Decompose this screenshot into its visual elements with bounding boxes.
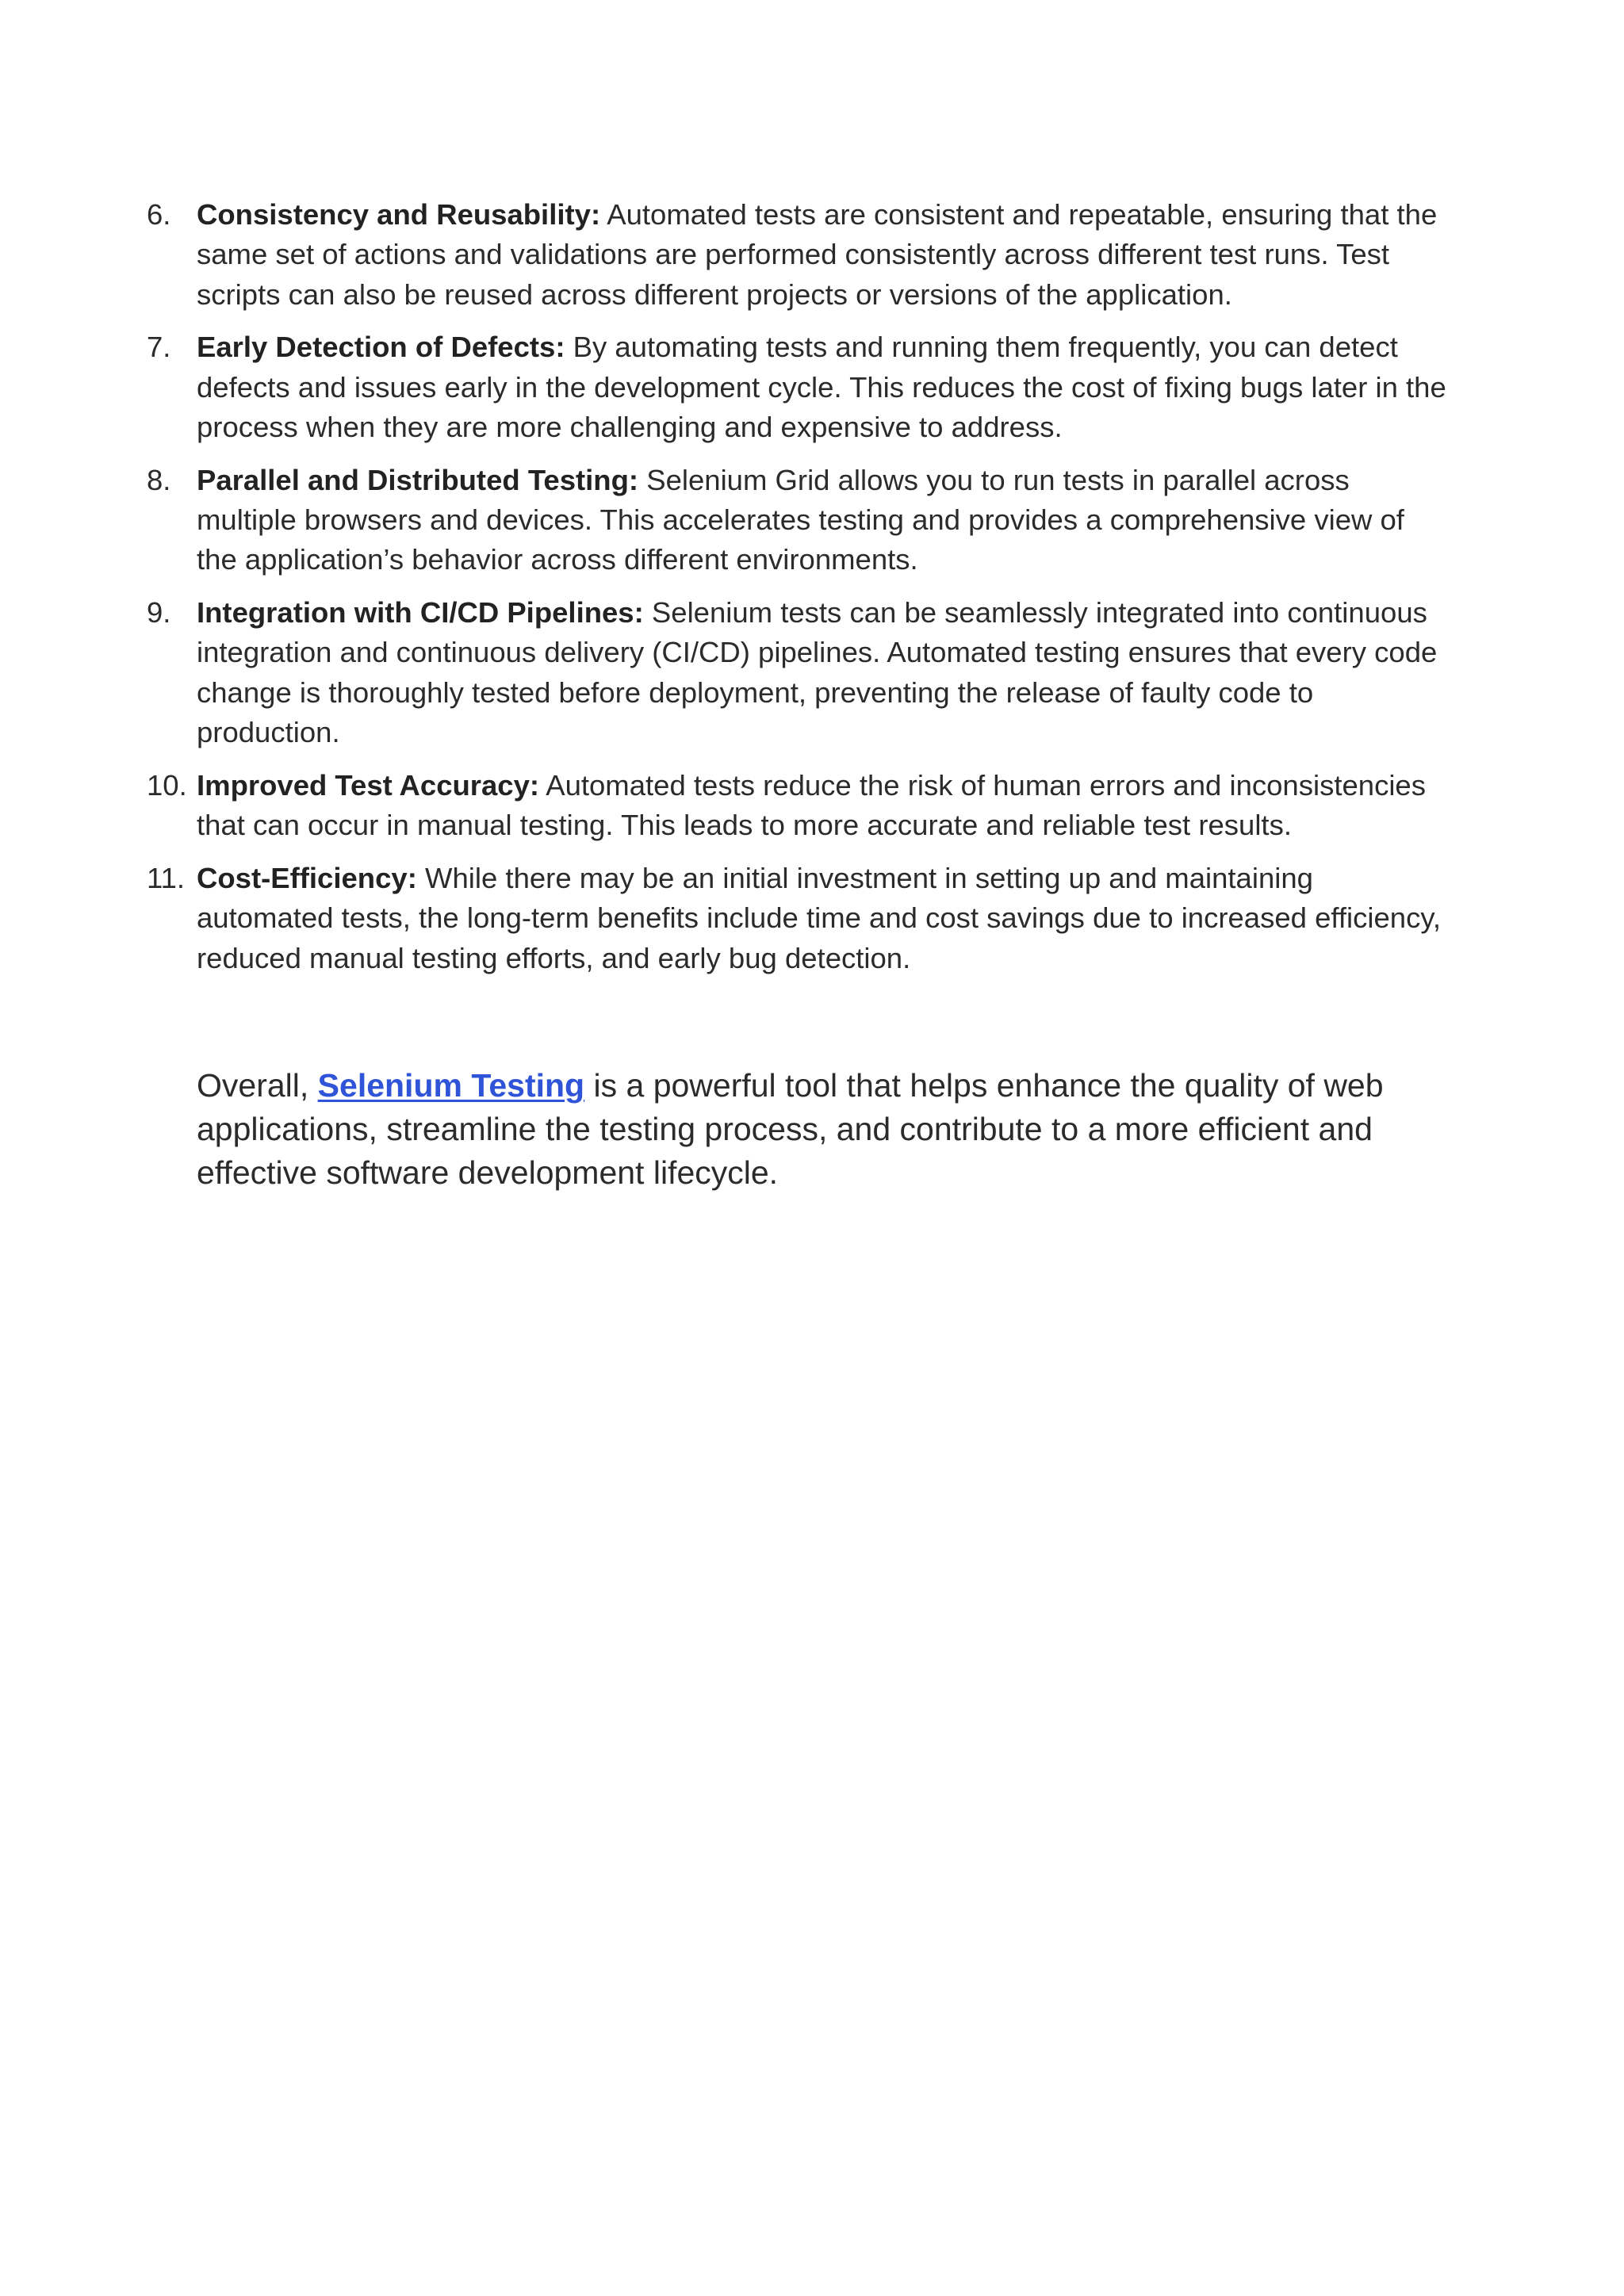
list-item-term: Cost-Efficiency:: [197, 861, 417, 894]
list-item-number: 8.: [147, 463, 171, 496]
list-item-number: 11.: [147, 861, 186, 894]
list-item: [147, 327, 1447, 447]
list-item: [147, 859, 1447, 978]
list-item-number: 9.: [147, 596, 171, 629]
list-item-text: Automated tests reduce the risk of human errors and inconsistencies that can occur in manual testing. This leads to more accurate and reliable test results.: [197, 768, 1426, 842]
list-item-term: Consistency and Reusability:: [197, 198, 601, 231]
summary-rest: is a powerful tool that helps enhance the quality of web applications, streamline the testing process, and contribute to a more efficient and effective software development lifecycle.: [197, 1067, 1384, 1191]
list-item-text: Automated tests are consistent and repeatable, ensuring that the same set of actions and validations are performed consistently across different test runs. Test scripts can also be reused across different projects or versions of the application.: [197, 198, 1438, 311]
list-item-term: Improved Test Accuracy:: [197, 768, 540, 802]
list-item-number: 10.: [147, 768, 187, 802]
list-item: [147, 195, 1447, 315]
list-item-term: Integration with CI/CD Pipelines:: [197, 596, 644, 629]
list-item-text: While there may be an initial investment in setting up and maintaining automated tests, the long-term benefits include time and cost savings due to increased efficiency, reduced manual testing efforts, and early bug detection.: [197, 861, 1442, 974]
summary-lead: Overall,: [197, 1067, 309, 1104]
summary-paragraph: [197, 1064, 1450, 1195]
benefits-list: [147, 195, 1447, 991]
list-item: [147, 461, 1447, 580]
list-item: [147, 593, 1447, 752]
list-item-term: Early Detection of Defects:: [197, 331, 565, 364]
list-item: [147, 766, 1447, 846]
list-item-text: Selenium tests can be seamlessly integrated into continuous integration and continuous delivery (CI/CD) pipelines. Automated testing ensures that every code change is thoroughly tested before deployment, preventing the release of faulty code to production.: [197, 596, 1438, 749]
list-item-number: 7.: [147, 331, 171, 364]
list-item-term: Parallel and Distributed Testing:: [197, 463, 639, 496]
list-item-number: 6.: [147, 198, 171, 231]
list-item-text: Selenium Grid allows you to run tests in parallel across multiple browsers and devices. This accelerates testing and provides a comprehensive view of the application’s behavior across different environments.: [197, 463, 1404, 576]
selenium-testing-link[interactable]: Selenium Testing: [317, 1067, 585, 1104]
list-item-text: By automating tests and running them frequently, you can detect defects and issues early in the development cycle. This reduces the cost of fixing bugs later in the process when they are more challenging and expensive to address.: [197, 331, 1446, 443]
